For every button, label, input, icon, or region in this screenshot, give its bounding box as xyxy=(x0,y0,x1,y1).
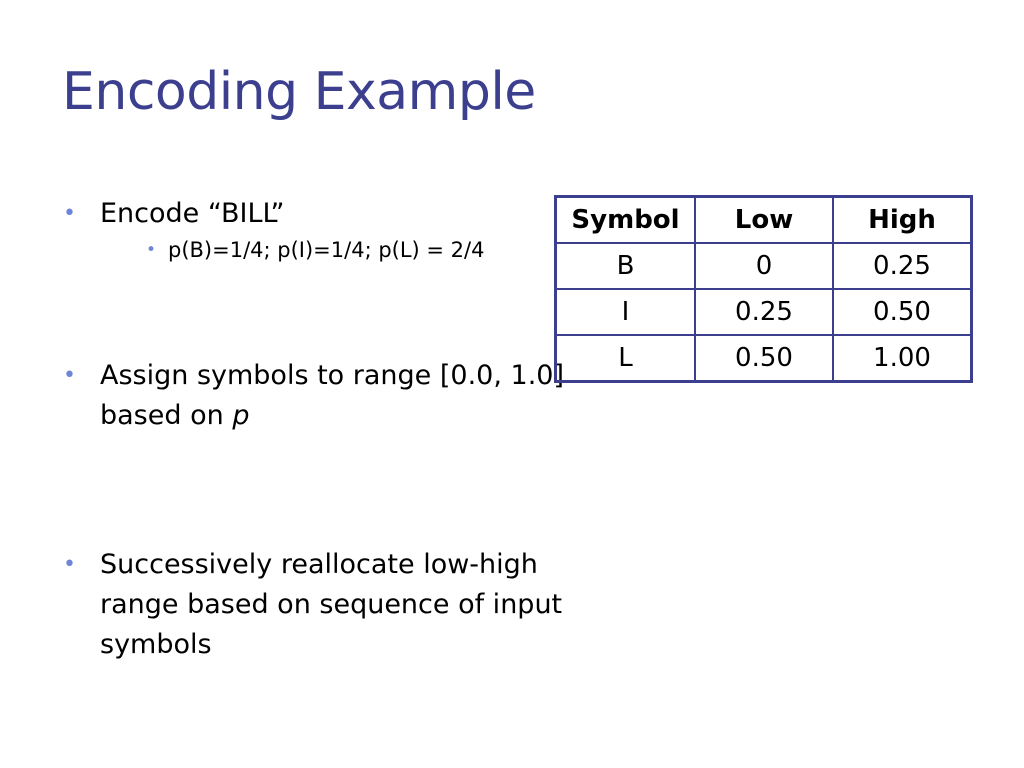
column-header-high: High xyxy=(833,197,972,244)
table-cell: 0.25 xyxy=(833,243,972,289)
bullet-list xyxy=(62,194,564,660)
table-row xyxy=(556,243,972,289)
table-cell: I xyxy=(556,289,696,335)
bullet-item-reallocate xyxy=(62,545,570,665)
table-cell: 0 xyxy=(695,243,833,289)
table-cell: B xyxy=(556,243,696,289)
bullet-item-encode xyxy=(62,194,532,265)
bullet-text: Successively reallocate low-high range based on sequence of input symbols xyxy=(100,549,563,660)
table-cell: 1.00 xyxy=(833,335,972,382)
table-row xyxy=(556,289,972,335)
table-row xyxy=(556,335,972,382)
table-cell: 0.50 xyxy=(833,289,972,335)
table-cell: L xyxy=(556,335,696,382)
bullet-marker: • xyxy=(63,552,76,577)
symbol-range-table-container xyxy=(554,195,973,383)
bullet-text: Assign symbols to range [0.0, 1.0] based on xyxy=(100,360,564,431)
column-header-low: Low xyxy=(695,197,833,244)
table-header-row xyxy=(556,197,972,244)
table-cell: 0.50 xyxy=(695,335,833,382)
slide-title: Encoding Example xyxy=(62,62,536,122)
sub-bullet-marker: • xyxy=(146,240,157,260)
column-header-symbol: Symbol xyxy=(556,197,696,244)
bullet-marker: • xyxy=(63,201,76,226)
bullet-marker: • xyxy=(63,363,76,388)
table-cell: 0.25 xyxy=(695,289,833,335)
sub-bullet-probabilities xyxy=(146,236,532,265)
symbol-range-table xyxy=(554,195,973,383)
bullet-text-italic: p xyxy=(232,400,250,431)
bullet-text: Encode “BILL” xyxy=(100,198,285,229)
sub-bullet-text: p(B)=1/4; p(I)=1/4; p(L) = 2/4 xyxy=(168,238,485,262)
bullet-item-assign xyxy=(62,356,570,436)
